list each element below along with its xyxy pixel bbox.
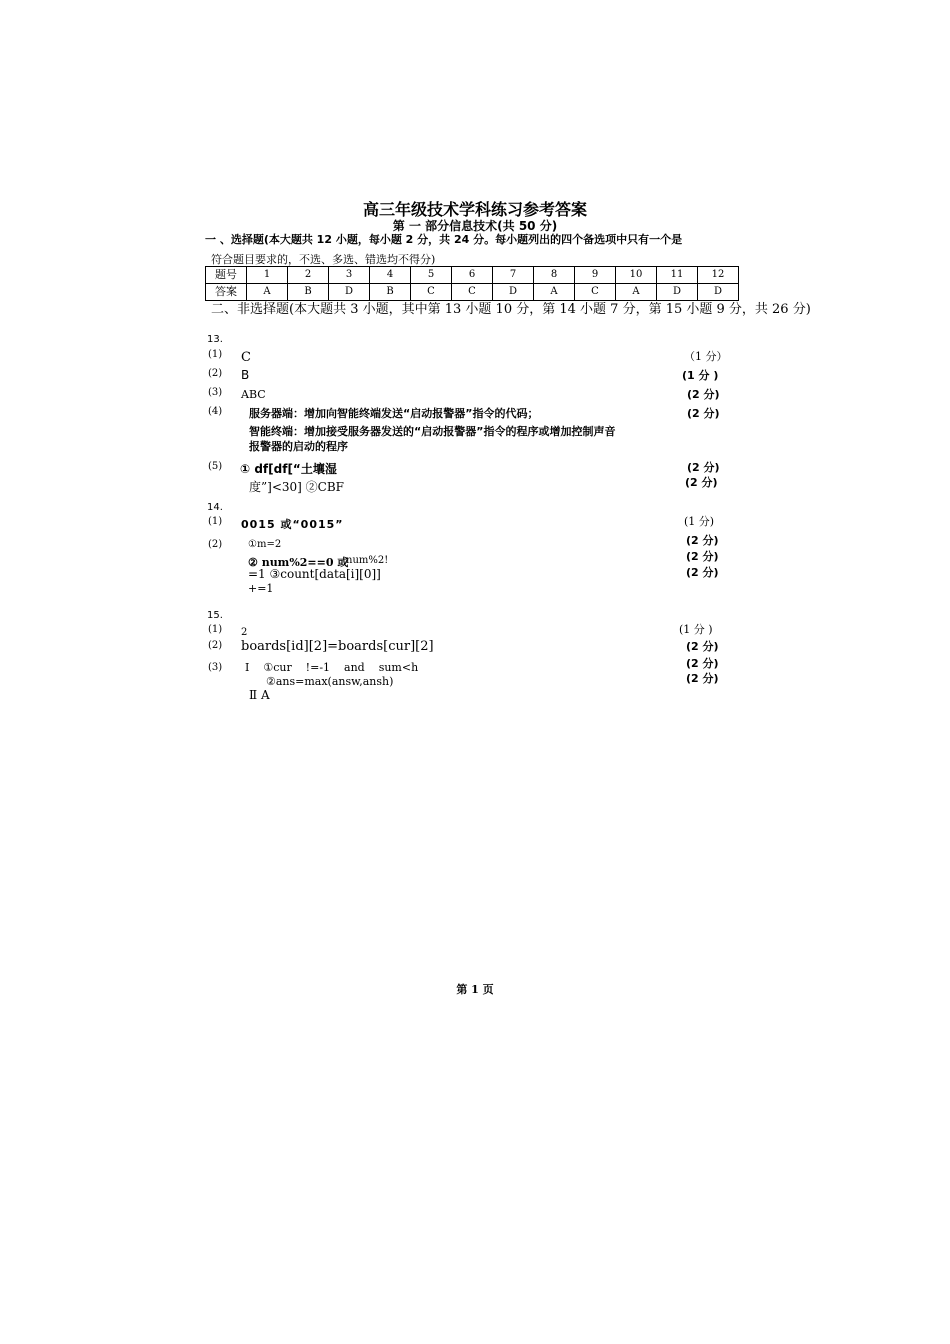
- q14-2-score-2: (2 分): [686, 550, 719, 563]
- page-footer: 第 1 页: [456, 983, 494, 996]
- row-label-answer: 答案: [206, 284, 247, 301]
- q14-2-score-1: (2 分): [686, 534, 719, 547]
- answer-table: [205, 266, 739, 301]
- q14-2-line4: +=1: [248, 582, 274, 595]
- table-cell: B: [370, 284, 411, 301]
- q13-2-answer: B: [241, 368, 250, 382]
- table-row-answers: [206, 284, 739, 301]
- q13-3-label: (3): [208, 387, 223, 398]
- table-cell: 9: [575, 267, 616, 284]
- q14-number: 14.: [207, 502, 223, 513]
- table-cell: A: [247, 284, 288, 301]
- q15-3-line2: ②ans=max(answ,ansh): [266, 675, 394, 688]
- q14-2-line3-prefix: [248, 567, 381, 581]
- q13-2-score: (1 分 ): [682, 369, 719, 382]
- q13-5-score-2: (2 分): [685, 476, 718, 489]
- table-cell: B: [288, 284, 329, 301]
- table-row-numbers: [206, 267, 739, 284]
- q15-2-answer: boards[id][2]=boards[cur][2]: [241, 639, 434, 654]
- q13-5-answer-line1: ① df[df[“土壤湿: [240, 462, 337, 476]
- q15-3-score-2: (2 分): [686, 672, 719, 685]
- table-cell: D: [329, 284, 370, 301]
- table-cell: 12: [698, 267, 739, 284]
- q14-2-line2a: ② num%2==0 或: [248, 556, 349, 569]
- q14-1-answer: 0015 或“0015”: [241, 518, 344, 531]
- q13-1-score: （1 分）: [684, 350, 728, 363]
- q15-3-line1: I ①cur !=-1 and sum<h: [245, 661, 419, 674]
- table-cell: D: [698, 284, 739, 301]
- q15-3-label: (3): [208, 662, 223, 673]
- page-title: 高三年级技术学科练习参考答案: [362, 200, 587, 219]
- q14-2-label: (2): [208, 539, 223, 550]
- q14-2-score-3: (2 分): [686, 566, 719, 579]
- q15-number: 15.: [207, 610, 223, 621]
- table-cell: 8: [534, 267, 575, 284]
- q13-4-label: (4): [208, 406, 223, 417]
- q13-1-label: (1): [208, 349, 223, 360]
- table-cell: 11: [657, 267, 698, 284]
- table-cell: D: [657, 284, 698, 301]
- q13-3-score: (2 分): [687, 388, 720, 401]
- q15-1-answer: 2: [241, 627, 248, 638]
- page-subtitle: 第 一 部分信息技术(共 50 分): [392, 219, 558, 233]
- table-cell: 10: [616, 267, 657, 284]
- q15-3-line3: Ⅱ A: [249, 688, 270, 702]
- q13-4-answer-line1: 服务器端：增加向智能终端发送“启动报警器”指令的代码；: [249, 407, 539, 420]
- q14-1-score: (1 分): [684, 515, 715, 528]
- q15-1-label: (1): [208, 624, 223, 635]
- table-cell: A: [616, 284, 657, 301]
- row-label-number: 题号: [206, 267, 247, 284]
- table-cell: 7: [493, 267, 534, 284]
- table-cell: 2: [288, 267, 329, 284]
- section2-heading: 二、非选择题(本大题共 3 小题，其中第 13 小题 10 分，第 14 小题 7 分，第 15 小题 9 分，共 26 分): [211, 302, 811, 317]
- table-cell: C: [575, 284, 616, 301]
- table-cell: 6: [452, 267, 493, 284]
- table-cell: D: [493, 284, 534, 301]
- table-cell: C: [411, 284, 452, 301]
- table-cell: 1: [247, 267, 288, 284]
- q13-3-answer: ABC: [241, 388, 266, 401]
- q13-5-answer-line2: 度”]<30] ②CBF: [249, 480, 344, 494]
- q15-3-score-1: (2 分): [686, 657, 719, 670]
- table-cell: C: [452, 284, 493, 301]
- section1-heading: 一 、选择题(本大题共 12 小题，每小题 2 分，共 24 分。每小题列出的四个备选项中只有一个是: [205, 233, 683, 246]
- q13-1-answer: C: [241, 350, 251, 365]
- q13-2-label: (2): [208, 368, 223, 379]
- q15-2-label: (2): [208, 640, 223, 651]
- section1-heading-cont: 符合题目要求的，不选、多选、错选均不得分): [211, 253, 436, 266]
- q13-5-label: (5): [208, 461, 223, 472]
- q13-4-score: (2 分): [687, 407, 720, 420]
- table-cell: 5: [411, 267, 452, 284]
- q14-1-label: (1): [208, 516, 223, 527]
- q13-number: 13.: [207, 334, 223, 345]
- table-cell: 3: [329, 267, 370, 284]
- q14-2-line2b: num%2!: [346, 555, 389, 566]
- q15-2-score: (2 分): [686, 640, 719, 653]
- q15-1-score: (1 分 ): [679, 623, 713, 636]
- q14-2-line1: ①m=2: [248, 539, 282, 550]
- table-cell: A: [534, 284, 575, 301]
- q13-4-answer-line2: 智能终端：增加接受服务器发送的“启动报警器”指令的程序或增加控制声音: [249, 425, 616, 438]
- q14-2-line3: =1 ③count[data[i][0]]: [248, 567, 381, 581]
- q13-4-answer-line3: 报警器的启动的程序: [249, 440, 348, 453]
- q13-5-score-1: (2 分): [687, 461, 720, 474]
- table-cell: 4: [370, 267, 411, 284]
